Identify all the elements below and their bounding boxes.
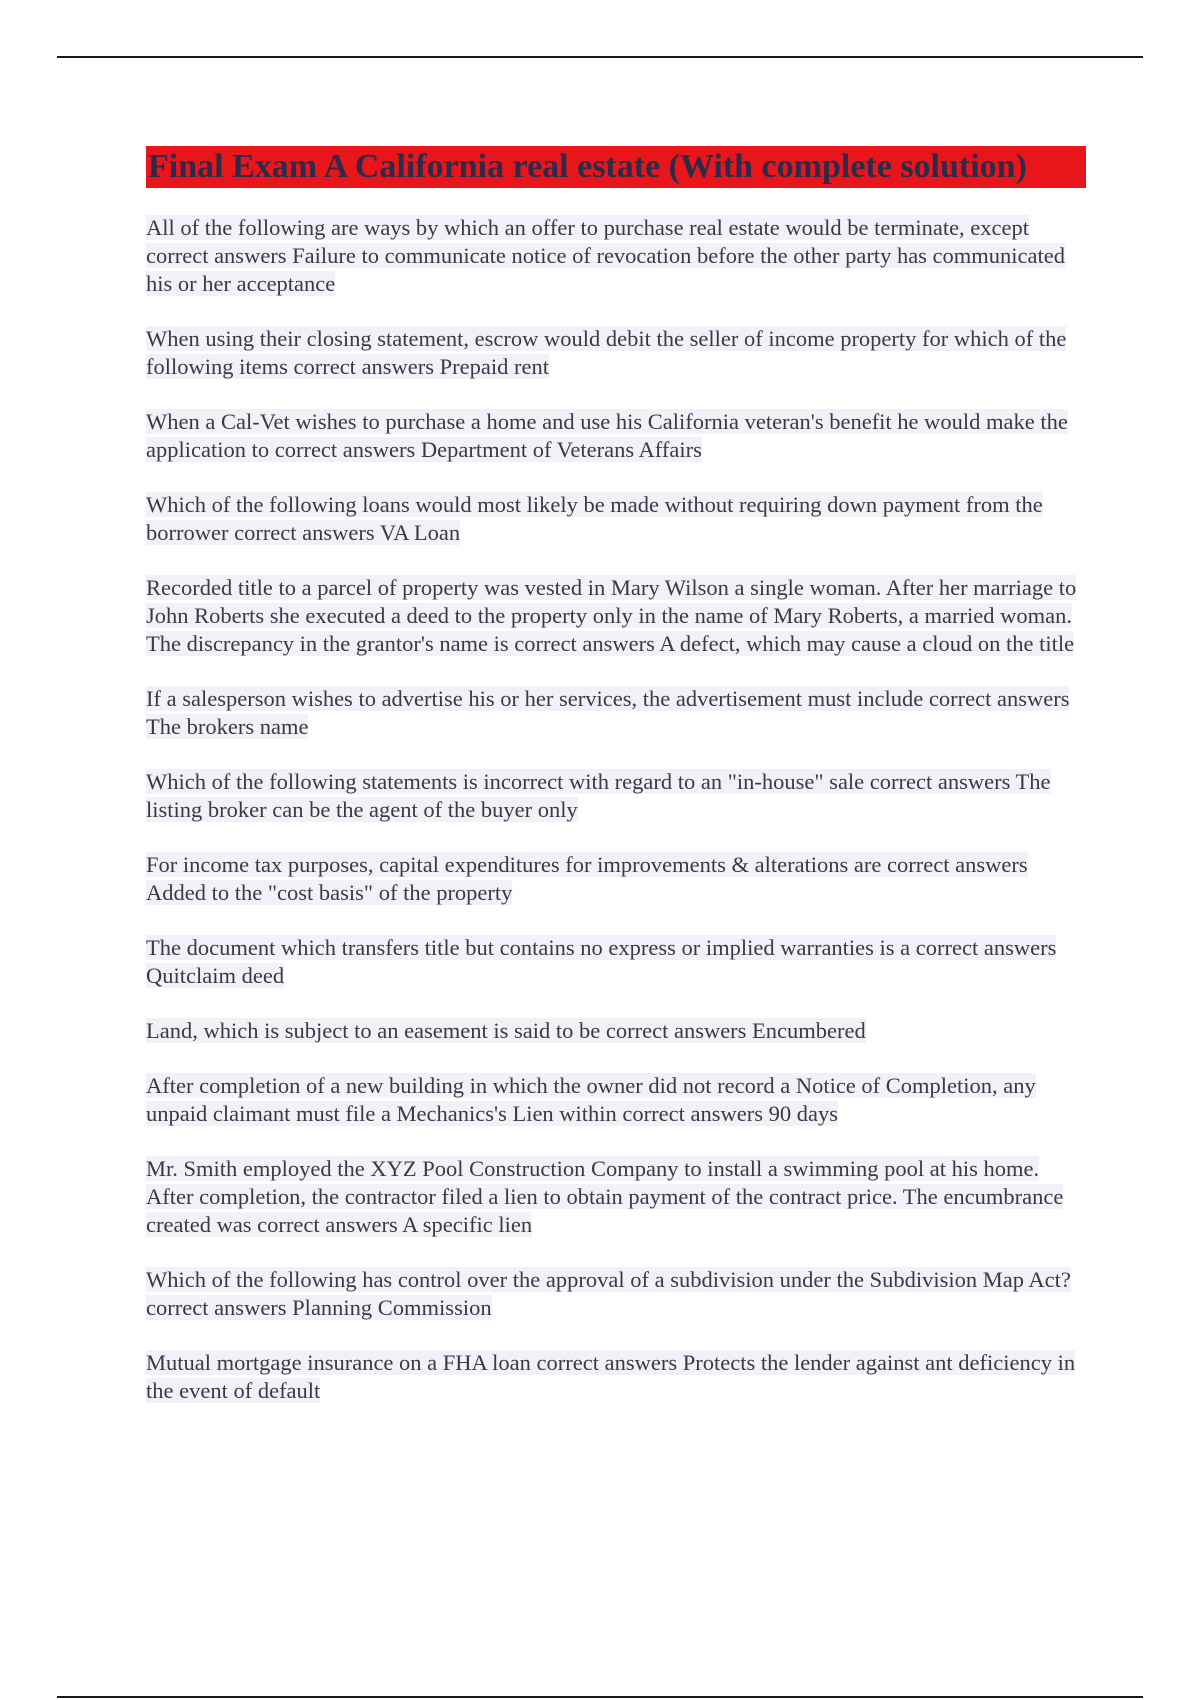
list-item <box>146 1349 1086 1405</box>
list-item <box>146 1017 1086 1045</box>
list-item <box>146 685 1086 741</box>
qa-text: All of the following are ways by which an offer to purchase real estate would be terminate, except correct answers Failure to communicate notice of revocation before the other party has communicated his or her acceptance <box>146 215 1066 296</box>
list-item <box>146 408 1086 464</box>
qa-text: Land, which is subject to an easement is said to be correct answers Encumbered <box>146 1018 866 1043</box>
qa-text: Which of the following loans would most likely be made without requiring down payment from the borrower correct answers VA Loan <box>146 492 1043 545</box>
qa-text: Which of the following has control over the approval of a subdivision under the Subdivision Map Act? correct answers Planning Commission <box>146 1267 1071 1320</box>
footer-rule <box>57 1696 1143 1698</box>
document-title: Final Exam A California real estate (With complete solution) <box>146 146 1086 188</box>
document-body <box>146 146 1086 1432</box>
list-item <box>146 1072 1086 1128</box>
header-rule <box>57 56 1143 58</box>
qa-text: Mr. Smith employed the XYZ Pool Construction Company to install a swimming pool at his home. After completion, the contractor filed a lien to obtain payment of the contract price. The encumbrance created was correct answers A specific lien <box>146 1156 1064 1237</box>
list-item <box>146 1155 1086 1239</box>
qa-text: The document which transfers title but contains no express or implied warranties is a correct answers Quitclaim deed <box>146 935 1057 988</box>
qa-text: When using their closing statement, escrow would debit the seller of income property for which of the following items correct answers Prepaid rent <box>146 326 1067 379</box>
qa-text: Recorded title to a parcel of property was vested in Mary Wilson a single woman. After her marriage to John Roberts she executed a deed to the property only in the name of Mary Roberts, a married woman. The discrepancy in the grantor's name is correct answers A defect, which may cause a cloud on the title <box>146 575 1077 656</box>
qa-list <box>146 214 1086 1405</box>
qa-text: Mutual mortgage insurance on a FHA loan correct answers Protects the lender against ant deficiency in the event of default <box>146 1350 1076 1403</box>
list-item <box>146 214 1086 298</box>
list-item <box>146 934 1086 990</box>
list-item <box>146 851 1086 907</box>
qa-text: If a salesperson wishes to advertise his or her services, the advertisement must include correct answers The brokers name <box>146 686 1070 739</box>
list-item <box>146 491 1086 547</box>
qa-text: For income tax purposes, capital expenditures for improvements & alterations are correct answers Added to the "cost basis" of the property <box>146 852 1028 905</box>
qa-text: Which of the following statements is incorrect with regard to an "in-house" sale correct answers The listing broker can be the agent of the buyer only <box>146 769 1051 822</box>
qa-text: After completion of a new building in which the owner did not record a Notice of Completion, any unpaid claimant must file a Mechanics's Lien within correct answers 90 days <box>146 1073 1036 1126</box>
list-item <box>146 768 1086 824</box>
list-item <box>146 325 1086 381</box>
list-item <box>146 1266 1086 1322</box>
list-item <box>146 574 1086 658</box>
qa-text: When a Cal-Vet wishes to purchase a home and use his California veteran's benefit he would make the application to correct answers Department of Veterans Affairs <box>146 409 1068 462</box>
